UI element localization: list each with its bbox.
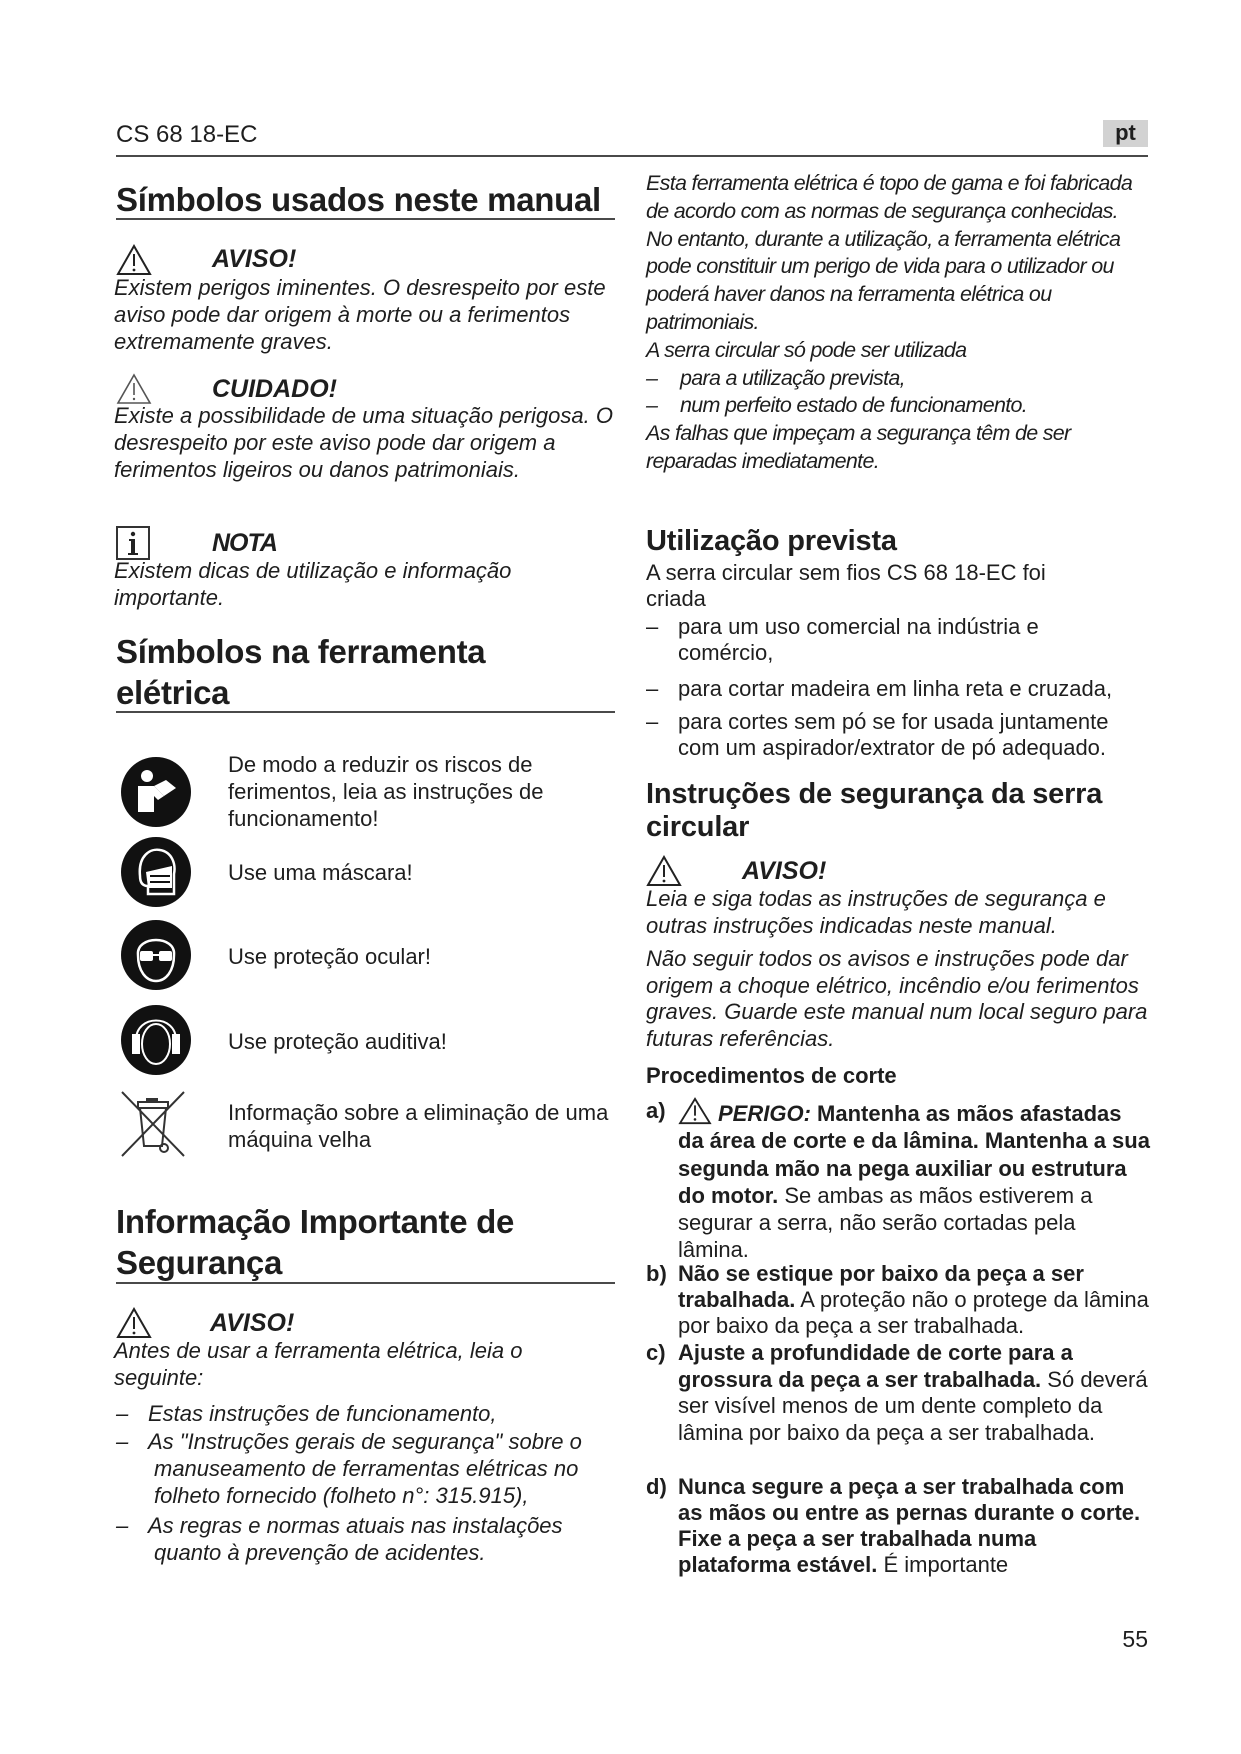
list-item-text: para cortar madeira em linha reta e cruzada, [678,676,1113,701]
intro-list-item [646,365,1151,393]
list-dash: – [646,676,659,701]
warning-label: AVISO! [742,857,827,885]
intended-use-item [646,676,1151,702]
symbol-text-read-manual: De modo a reduzir os riscos de ferimentos, leia as instruções de funcionamento! [228,752,544,831]
list-item-text: para cortes sem pó se for usada juntamente com um aspirador/extrator de pó adequado. [678,709,1109,760]
intro-list-item [646,392,1151,420]
list-dash: – [646,365,658,390]
item-bold-text: Nunca segure a peça a ser trabalhada com as mãos ou entre as pernas durante o corte. Fixe a peça a ser trabalhada numa plataforma estável. [678,1474,1141,1577]
warning-triangle-icon [116,244,152,276]
intended-use-item [646,614,1151,666]
intended-use-text: A serra circular sem fios CS 68 18-EC foi criada [646,560,1046,611]
warning-triangle-icon [116,373,152,405]
list-item-text: Estas instruções de funcionamento, [148,1401,497,1426]
warning-triangle-icon [678,1097,712,1125]
safety-paragraph: Leia e siga todas as instruções de segurança e outras instruções indicadas neste manual. [646,886,1106,938]
list-dash: – [646,709,659,734]
list-item-text: para um uso comercial na indústria e comércio, [678,614,1039,665]
section-title-tool-symbols: Símbolos na ferramenta elétrica [116,633,486,711]
list-item-text: para a utilização prevista, [680,365,905,390]
intro-paragraph: Esta ferramenta elétrica é topo de gama e foi fabricada de acordo com as normas de segurança conhecidas. [646,171,1133,223]
list-dash: – [116,1429,129,1454]
intro-block [646,170,1151,476]
item-text: A proteção não o protege da lâmina por baixo da peça a ser trabalhada. [678,1287,1149,1338]
section-rule [116,1282,615,1284]
list-dash: – [646,614,659,639]
notice-text-nota: Existem dicas de utilização e informação importante. [114,558,512,610]
read-manual-icon [120,756,192,828]
safety-list-item [116,1512,616,1566]
intended-use-item [646,709,1151,761]
header-rule [116,155,1148,157]
list-dash: – [646,393,658,418]
page-number: 55 [1122,1626,1148,1652]
procedure-item-b [646,1261,1151,1339]
danger-label: PERIGO: [718,1101,811,1126]
crossed-bin-icon [118,1088,188,1160]
item-bold-text: Ajuste a profundidade de corte para a grossura da peça a ser trabalhada. [678,1340,1073,1392]
ear-protection-icon [120,1004,192,1076]
section-title-symbols-manual: Símbolos usados neste manual [116,181,601,218]
item-text: Se ambas as mãos estiverem a segurar a serra, não serão cortadas pela lâmina. [678,1182,1093,1263]
item-text: Só deverá ser visível menos de um dente completo da lâmina por baixo da peça a ser trabalhada. [678,1366,1148,1445]
item-letter: b) [646,1261,667,1286]
procedure-item-d [646,1474,1151,1578]
eye-protection-icon [120,919,192,991]
warning-label: AVISO! [210,1309,295,1337]
dust-mask-icon [120,836,192,908]
symbol-text-eye-protection: Use proteção ocular! [228,944,431,969]
item-bold-text: Mantenha as mãos afastadas da área de corte e da lâmina. Mantenha a sua segunda mão na pega auxiliar ou estrutura do motor. [678,1101,1150,1208]
header-model: CS 68 18-EC [116,121,258,148]
procedure-item-c [646,1340,1151,1446]
safety-intro: Antes de usar a ferramenta elétrica, leia o seguinte: [114,1338,523,1390]
safety-list-item [116,1428,616,1509]
language-badge: pt [1103,120,1148,147]
symbol-text-disposal: Informação sobre a eliminação de uma máquina velha [228,1100,609,1152]
intro-paragraph: As falhas que impeçam a segurança têm de ser reparadas imediatamente. [646,421,1071,473]
procedures-title: Procedimentos de corte [646,1063,897,1088]
intro-paragraph: No entanto, durante a utilização, a ferramenta elétrica pode constituir um perigo de vida para o utilizador ou poderá haver danos na ferramenta elétrica ou patrimoniais. [646,226,1121,334]
notice-label-cuidado: CUIDADO! [212,375,337,403]
list-dash: – [116,1513,129,1538]
item-text: É importante [883,1552,1009,1577]
list-item-text: As regras e normas atuais nas instalações quanto à prevenção de acidentes. [148,1513,563,1565]
notice-text-cuidado: Existe a possibilidade de uma situação perigosa. O desrespeito por este aviso pode dar origem a ferimentos ligeiros ou danos patrimoniais. [114,403,613,482]
item-letter: d) [646,1474,667,1499]
item-letter: c) [646,1340,666,1365]
symbol-text-ear-protection: Use proteção auditiva! [228,1029,447,1054]
list-item-text: num perfeito estado de funcionamento. [680,393,1028,418]
procedure-item-a [646,1097,1151,1264]
notice-text-aviso: Existem perigos iminentes. O desrespeito por este aviso pode dar origem à morte ou a ferimentos extremamente graves. [114,275,606,354]
notice-label-nota: NOTA [212,529,277,557]
item-bold-text: Não se estique por baixo da peça a ser trabalhada. [678,1261,1084,1312]
warning-triangle-icon [646,855,682,887]
warning-triangle-icon [116,1307,152,1339]
section-title-saw-safety: Instruções de segurança da serra circular [646,778,1103,843]
list-dash: – [116,1401,129,1426]
safety-list-item [116,1400,616,1427]
symbol-text-mask: Use uma máscara! [228,860,413,885]
safety-paragraph: Não seguir todos os avisos e instruções pode dar origem a choque elétrico, incêndio e/ou ferimentos graves. Guarde este manual num local seguro para futuras referências. [646,946,1148,1051]
section-rule [116,711,615,713]
section-rule [116,218,615,220]
section-title-safety-info: Informação Importante de Segurança [116,1203,515,1281]
info-icon [116,526,150,560]
list-item-text: As "Instruções gerais de segurança" sobre o manuseamento de ferramentas elétricas no folheto fornecido (folheto n°: 315.915), [148,1429,582,1508]
item-letter: a) [646,1098,666,1123]
intro-paragraph: A serra circular só pode ser utilizada [646,337,967,362]
section-title-intended-use: Utilização prevista [646,525,897,557]
notice-label-aviso: AVISO! [212,245,297,273]
